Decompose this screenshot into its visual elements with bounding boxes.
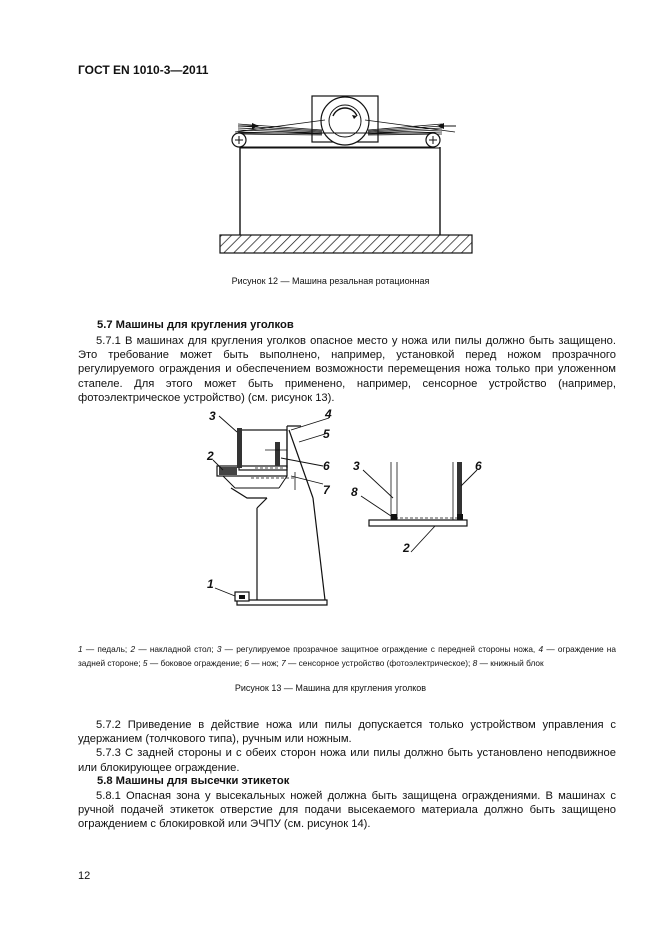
- legend-num-6: 6: [244, 658, 249, 668]
- label-1: 1: [207, 577, 214, 591]
- label-2: 2: [207, 449, 214, 463]
- paragraph-5-7-2-text: 5.7.2 Приведение в действие ножа или пилы допускается только устройством управления с удержанием (толчкового типа), ручным или ножным.: [78, 719, 616, 746]
- legend-num-1: 1: [78, 644, 83, 654]
- legend-text-7: — сенсорное устройство (фотоэлектрическое);: [285, 658, 473, 668]
- figure-13-legend: [78, 642, 616, 670]
- document-header: ГОСТ EN 1010-3—2011: [78, 63, 209, 77]
- section-5-7-title: 5.7 Машины для кругления уголков: [97, 319, 294, 331]
- legend-text-1: — педаль;: [82, 644, 131, 654]
- figure-13-caption: Рисунок 13 — Машина для кругления уголков: [234, 683, 427, 693]
- label-3: 3: [209, 409, 216, 423]
- paragraph-5-8-1-text: 5.8.1 Опасная зона у высекальных ножей должна быть защищена ограждениями. В машинах с ручной подачей этикеток отверстие для подачи высекаемого материала должно быть защищено ограждением с блокировкой или ЭЧПУ (см. рисунок 14).: [78, 790, 616, 831]
- label-4: 4: [325, 407, 332, 421]
- section-5-8-title: 5.8 Машины для высечки этикеток: [97, 775, 290, 787]
- paragraphs-5-7-2-3: [78, 718, 616, 775]
- label-5: 5: [323, 427, 330, 441]
- legend-num-7: 7: [281, 658, 286, 668]
- plan-label-2: 2: [403, 541, 410, 555]
- legend-text-3: — регулируемое прозрачное защитное ограждение с передней стороны ножа,: [221, 644, 539, 654]
- label-6: 6: [323, 459, 330, 473]
- plan-label-3: 3: [353, 459, 360, 473]
- legend-text-5: — боковое ограждение;: [147, 658, 245, 668]
- legend-num-8: 8: [472, 658, 478, 668]
- plan-label-8: 8: [351, 485, 358, 499]
- legend-text-6: — нож;: [248, 658, 282, 668]
- legend-text-4: — ограждение на задней стороне;: [78, 644, 617, 668]
- legend-num-5: 5: [142, 658, 148, 668]
- legend-num-2: 2: [130, 644, 136, 654]
- paragraph-5-8-1: [78, 789, 616, 832]
- legend-text-8: — книжный блок: [477, 658, 544, 668]
- legend-num-3: 3: [216, 644, 222, 654]
- figure-12-drawing: [210, 88, 480, 258]
- legend-num-4: 4: [538, 644, 544, 654]
- figure-12-caption: Рисунок 12 — Машина резальная ротационная: [231, 276, 430, 286]
- paragraph-5-7-1: [78, 334, 616, 405]
- label-7: 7: [323, 483, 330, 497]
- page-number: 12: [78, 870, 91, 882]
- plan-label-6: 6: [475, 459, 482, 473]
- figure-13-drawing: [195, 402, 485, 617]
- paragraph-5-7-1-text: 5.7.1 В машинах для кругления уголков опасное место у ножа или пилы должно быть защищено. Это требование может быть выполнено, например, установкой перед ножом прозрачного регулируемого ограждения и обеспечением возможности перемещения ножа только при уложенном стапеле. Для этого может быть применено, например, сенсорное устройство (например, фотоэлектрическое устройство) (см. рисунок 13).: [78, 335, 616, 404]
- paragraph-5-7-3-text: 5.7.3 С задней стороны и с обеих сторон ножа или пилы должно быть установлено неподвижное или блокирующее ограждение.: [78, 747, 616, 774]
- legend-text-2: — накладной стол;: [135, 644, 217, 654]
